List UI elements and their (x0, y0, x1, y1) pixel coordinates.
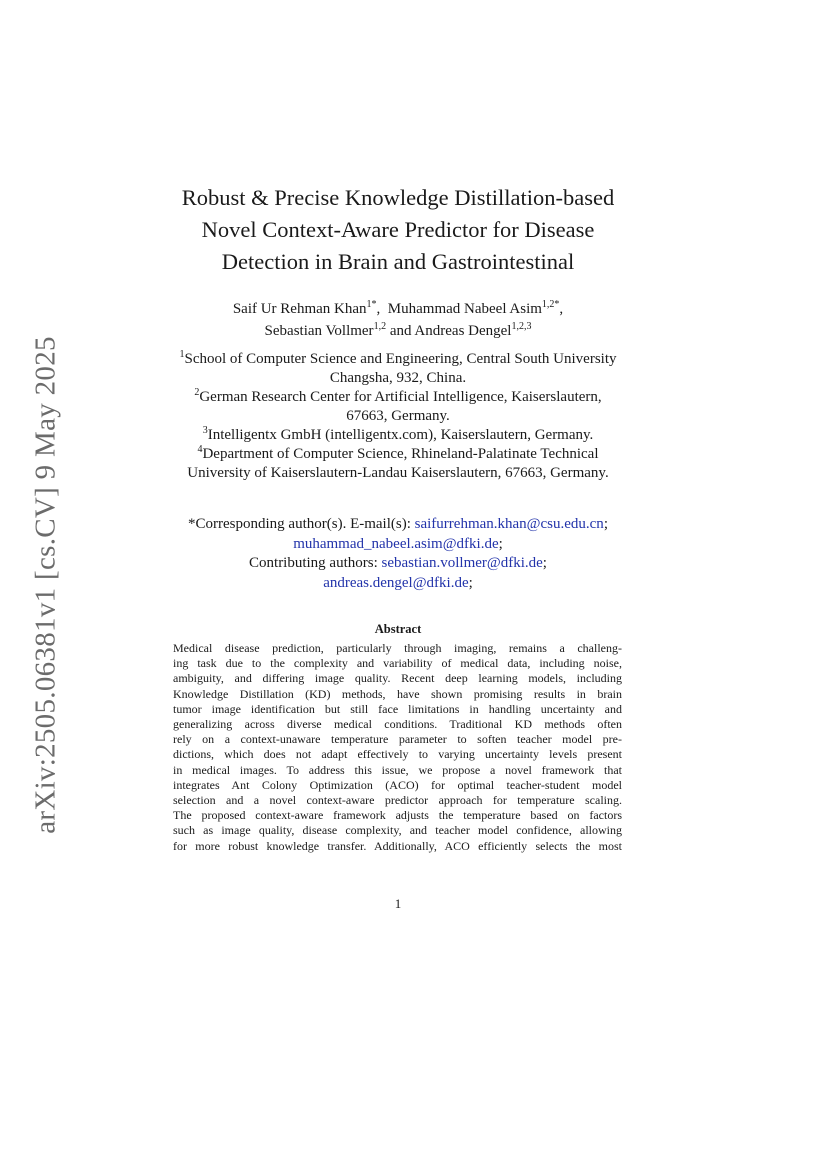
corresponding-label: *Corresponding author(s). E-mail(s): (188, 516, 411, 532)
paper-title (150, 182, 646, 278)
arxiv-identifier-stamp: arXiv:2505.06381v1 [cs.CV] 9 May 2025 (29, 336, 62, 834)
affiliation-text: Department of Computer Science, Rhineland-Palatinate Technical (202, 446, 599, 462)
affiliation-line (150, 407, 646, 426)
abstract-heading: Abstract (374, 622, 422, 636)
page-number: 1 (394, 896, 402, 911)
affiliation-text: 67663, Germany. (346, 408, 450, 424)
author-name: Sebastian Vollmer (264, 323, 374, 339)
contact-line (150, 535, 646, 555)
separator: ; (498, 535, 503, 552)
abstract-line: generalizing across diverse medical conditions. Traditional KD methods often (173, 717, 622, 732)
abstract-line: in medical images. To address this issue, we propose a novel framework that (173, 762, 622, 777)
contact-block (150, 515, 646, 593)
author-line (150, 320, 646, 342)
separator: ; (542, 555, 547, 571)
affiliation-number: 4 (197, 444, 203, 455)
affiliation-line (150, 350, 646, 369)
abstract-line: selection and a novel context-aware predictor approach for temperature scaling. (173, 793, 622, 808)
abstract-line: ambiguity, and differing image quality. Recent deep learning models, including (173, 671, 622, 686)
abstract-line: such as image quality, disease complexity, and teacher model confidence, allowing (173, 823, 622, 838)
affiliation-text: German Research Center for Artificial Intelligence, Kaiserslautern, (199, 389, 602, 405)
affiliation-number: 1 (179, 349, 185, 360)
contact-line (150, 574, 646, 594)
author-name: Muhammad Nabeel Asim (387, 301, 542, 317)
email-link[interactable]: andreas.dengel@dfki.de (323, 574, 469, 591)
abstract-body (173, 641, 622, 854)
contact-line (150, 515, 646, 535)
abstract-line: dictions, which does not adapt effectively to varying uncertainty levels present (173, 747, 622, 762)
author-name: Saif Ur Rehman Khan (232, 301, 367, 317)
abstract-line: Knowledge Distillation (KD) methods, have shown promising results in brain (173, 686, 622, 701)
affiliation-text: Changsha, 932, China. (329, 370, 467, 386)
contributing-label: Contributing authors: (249, 555, 378, 571)
title-line: Detection in Brain and Gastrointestinal (221, 249, 575, 274)
abstract-line: integrates Ant Colony Optimization (ACO) for optimal teacher-student model (173, 777, 622, 792)
affiliation-line (150, 464, 646, 483)
affiliation-line (150, 445, 646, 464)
author-name: Andreas Dengel (414, 323, 512, 339)
affiliation-line (150, 388, 646, 407)
affiliation-number: 2 (194, 387, 200, 398)
author-affiliation-mark: 1,2 (373, 321, 387, 332)
abstract-line: ing task due to the complexity and variability of medical data, including noise, (173, 656, 622, 671)
email-link[interactable]: sebastian.vollmer@dfki.de (381, 555, 543, 571)
affiliation-line (150, 426, 646, 445)
author-conjunction: and (389, 323, 412, 339)
author-affiliation-mark: 1* (366, 299, 377, 310)
author-affiliation-mark: 1,2* (541, 299, 560, 310)
separator: ; (468, 574, 473, 591)
author-list (150, 298, 646, 342)
contact-line (150, 554, 646, 574)
separator: ; (603, 516, 608, 532)
affiliation-text: University of Kaiserslautern-Landau Kaiserslautern, 67663, Germany. (187, 465, 609, 481)
affiliation-text: School of Computer Science and Engineering, Central South University (184, 351, 617, 367)
title-line: Robust & Precise Knowledge Distillation-based (181, 185, 615, 210)
author-line: Saif Ur Rehman Khan$^{1*}$, Muhammad Nabeel Asim$^{1,2*}$, (232, 299, 564, 317)
affiliation-line (150, 369, 646, 388)
abstract-line: for more robust knowledge transfer. Additionally, ACO efficiently selects the most (173, 838, 622, 853)
affiliation-number: 3 (202, 425, 208, 436)
abstract-line: Medical disease prediction, particularly through imaging, remains a challeng- (173, 641, 622, 655)
email-link[interactable]: muhammad_nabeel.asim@dfki.de (293, 535, 499, 552)
abstract-line: rely on a context-unaware temperature parameter to soften teacher model pre- (173, 732, 622, 747)
affiliation-text: Intelligentx GmbH (intelligentx.com), Kaiserslautern, Germany. (207, 427, 594, 443)
affiliation-list (150, 350, 646, 483)
abstract-line: The proposed context-aware framework adjusts the temperature based on factors (173, 808, 622, 823)
email-link[interactable]: saifurrehman.khan@csu.edu.cn (414, 516, 604, 532)
author-affiliation-mark: 1,2,3 (511, 321, 532, 332)
title-line: Novel Context-Aware Predictor for Disease (201, 217, 595, 242)
abstract-line: tumor image identification but still face limitations in handling uncertainty and (173, 701, 622, 716)
